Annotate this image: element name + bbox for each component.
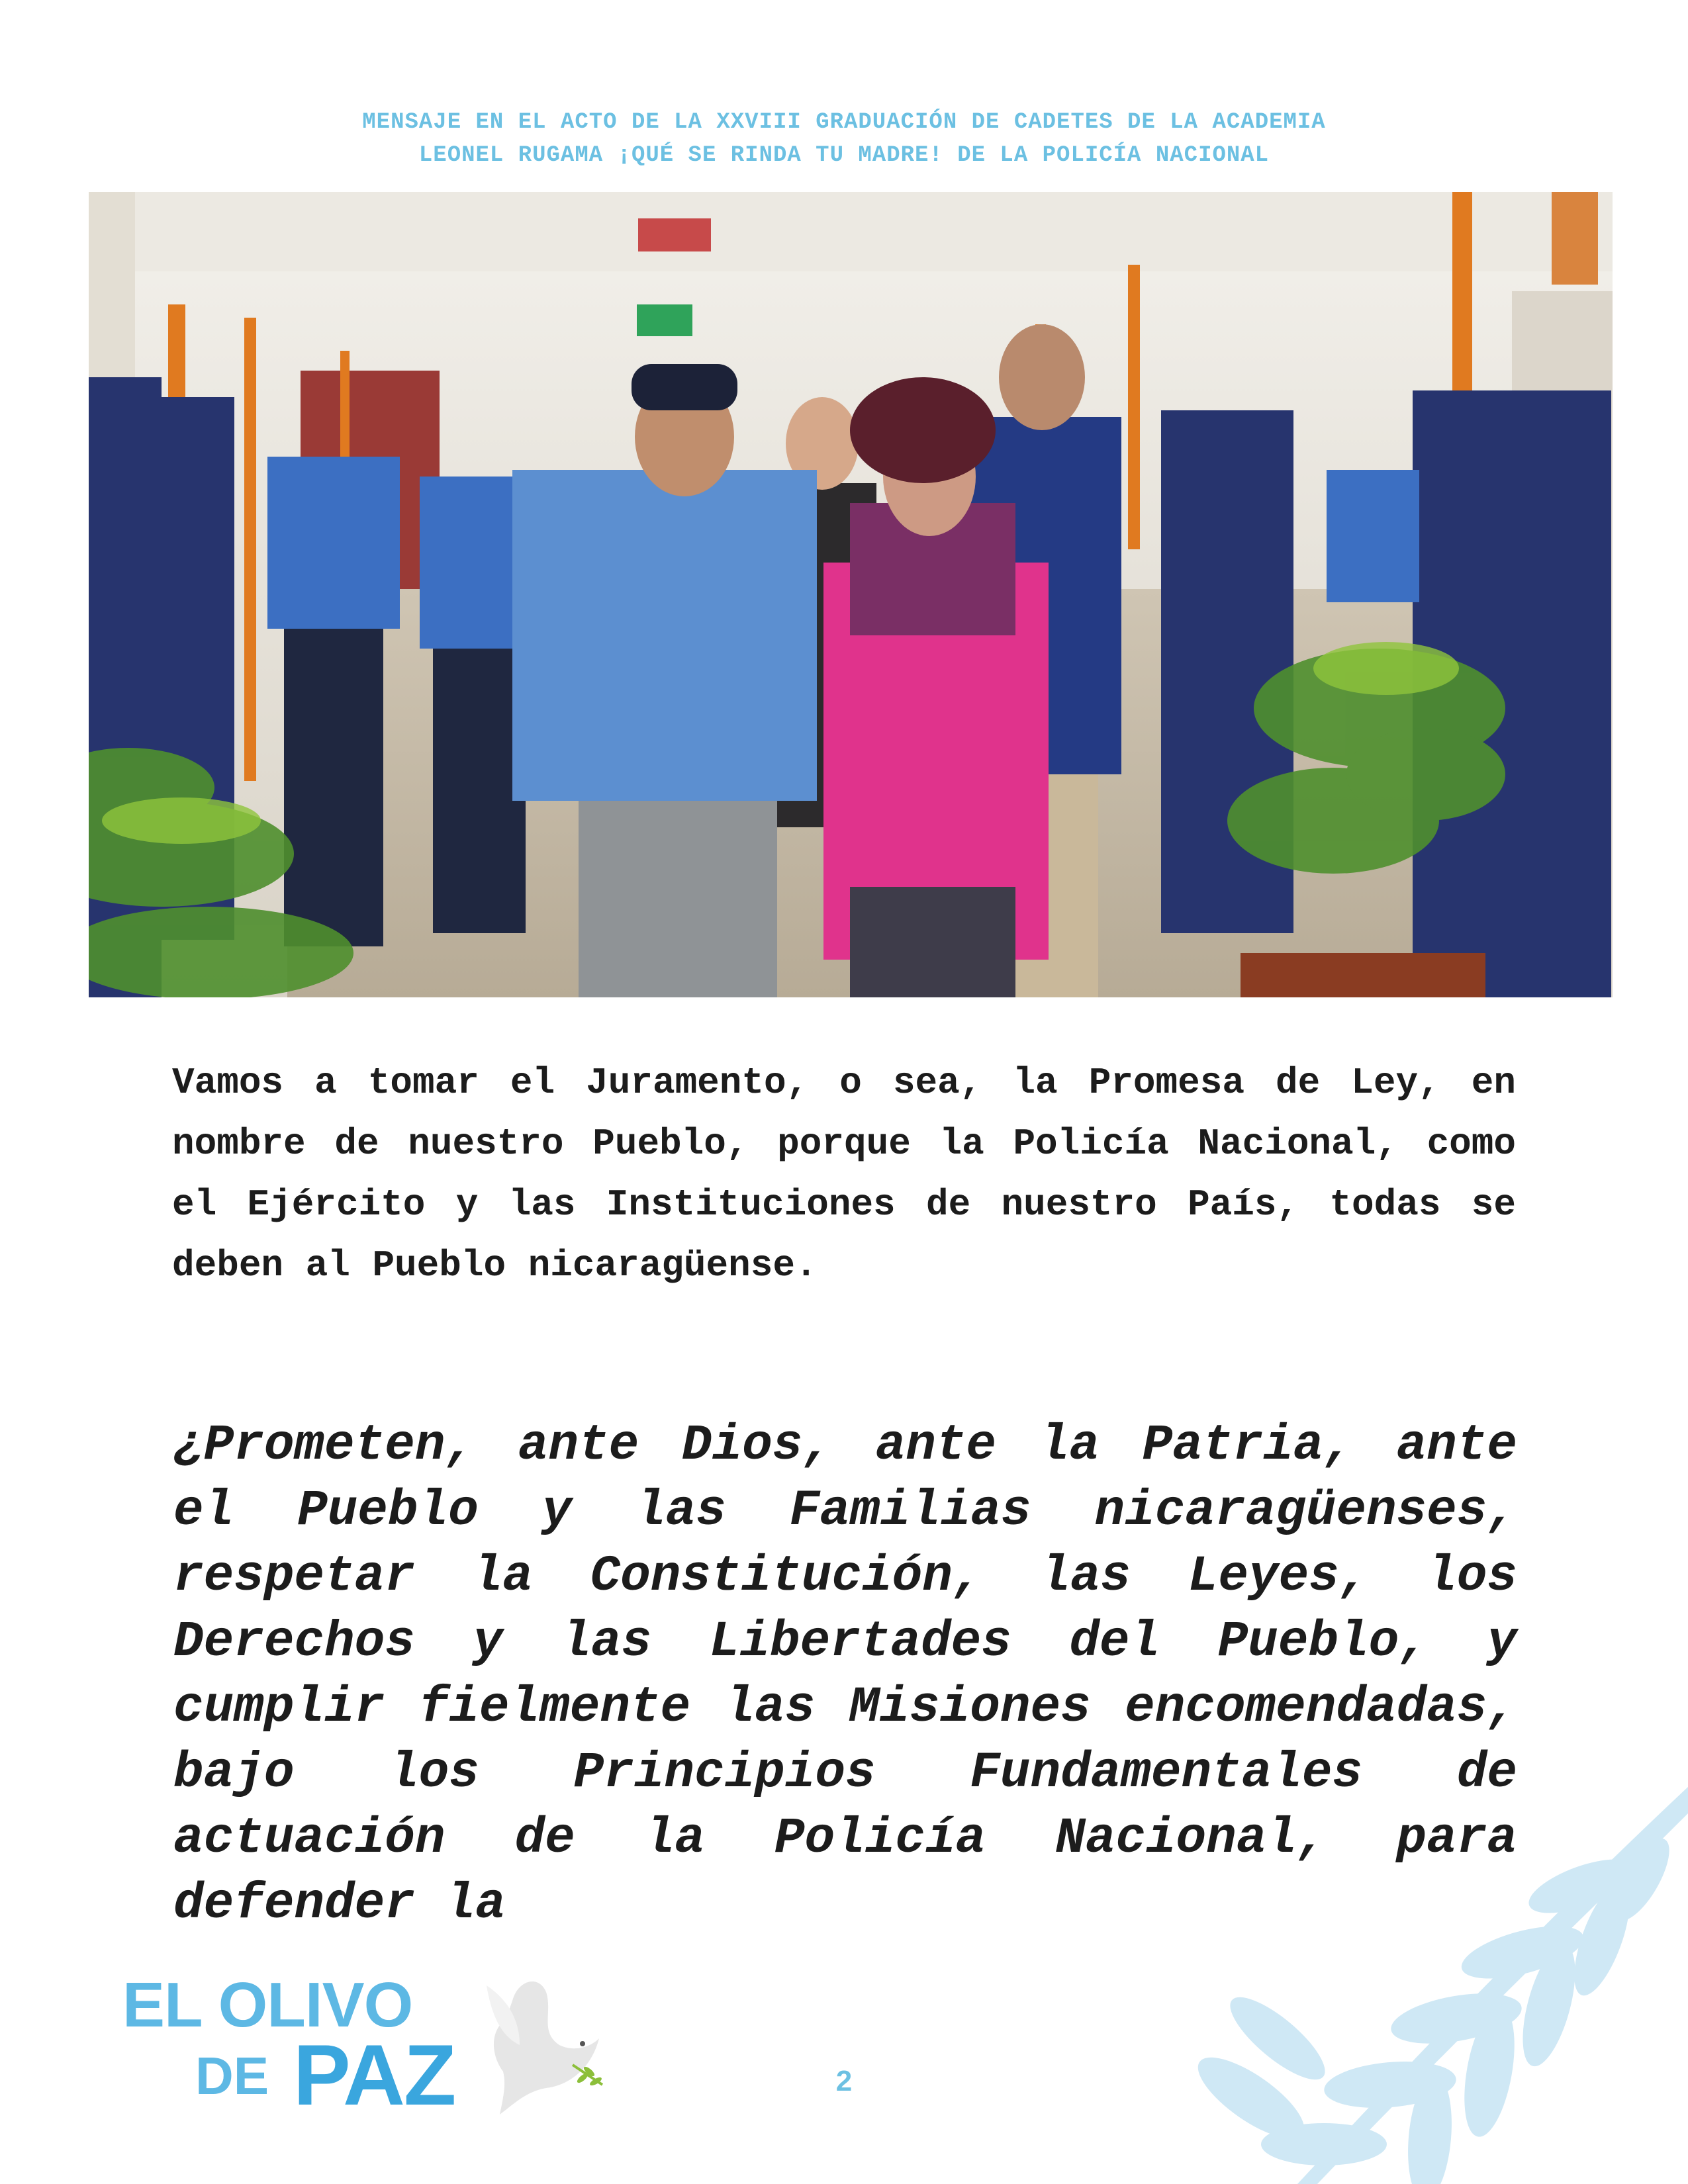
logo-line-1: EL OLIVO — [122, 1970, 413, 2040]
olive-branch-watermark — [1178, 1787, 1688, 2184]
el-olivo-de-paz-logo — [122, 1972, 606, 2124]
page-number: 2 — [835, 2065, 853, 2097]
page-header-title — [132, 106, 1556, 172]
body-paragraph: Vamos a tomar el Juramento, o sea, la Promesa de Ley, en nombre de nuestro Pueblo, porque la Policía Nacional, como el Ejército y las Instituciones de nuestro País, todas se deben al Pueblo nicaragüense. — [172, 1062, 1516, 1287]
ceremony-photo — [89, 192, 1613, 997]
logo-de: DE — [195, 2046, 269, 2105]
header-title-line-2: LEONEL RUGAMA ¡QUÉ SE RINDA TU MADRE! DE LA POLICÍA NACIONAL — [418, 143, 1270, 168]
logo-paz: PAZ — [293, 2026, 455, 2123]
oath-paragraph: ¿Prometen, ante Dios, ante la Patria, ante el Pueblo y las Familias nicaragüenses, respetar la Constitución, las Leyes, los Derechos y las Libertades del Pueblo, y cumplir fielmente las Misiones encomendadas, bajo los Principios Fundamentales de actuación de la Policía Nacional, para defender la — [173, 1417, 1517, 1933]
header-title-line-1: MENSAJE EN EL ACTO DE LA XXVIII GRADUACIÓN DE CADETES DE LA ACADEMIA — [362, 110, 1326, 135]
dove-icon — [473, 1972, 606, 2118]
